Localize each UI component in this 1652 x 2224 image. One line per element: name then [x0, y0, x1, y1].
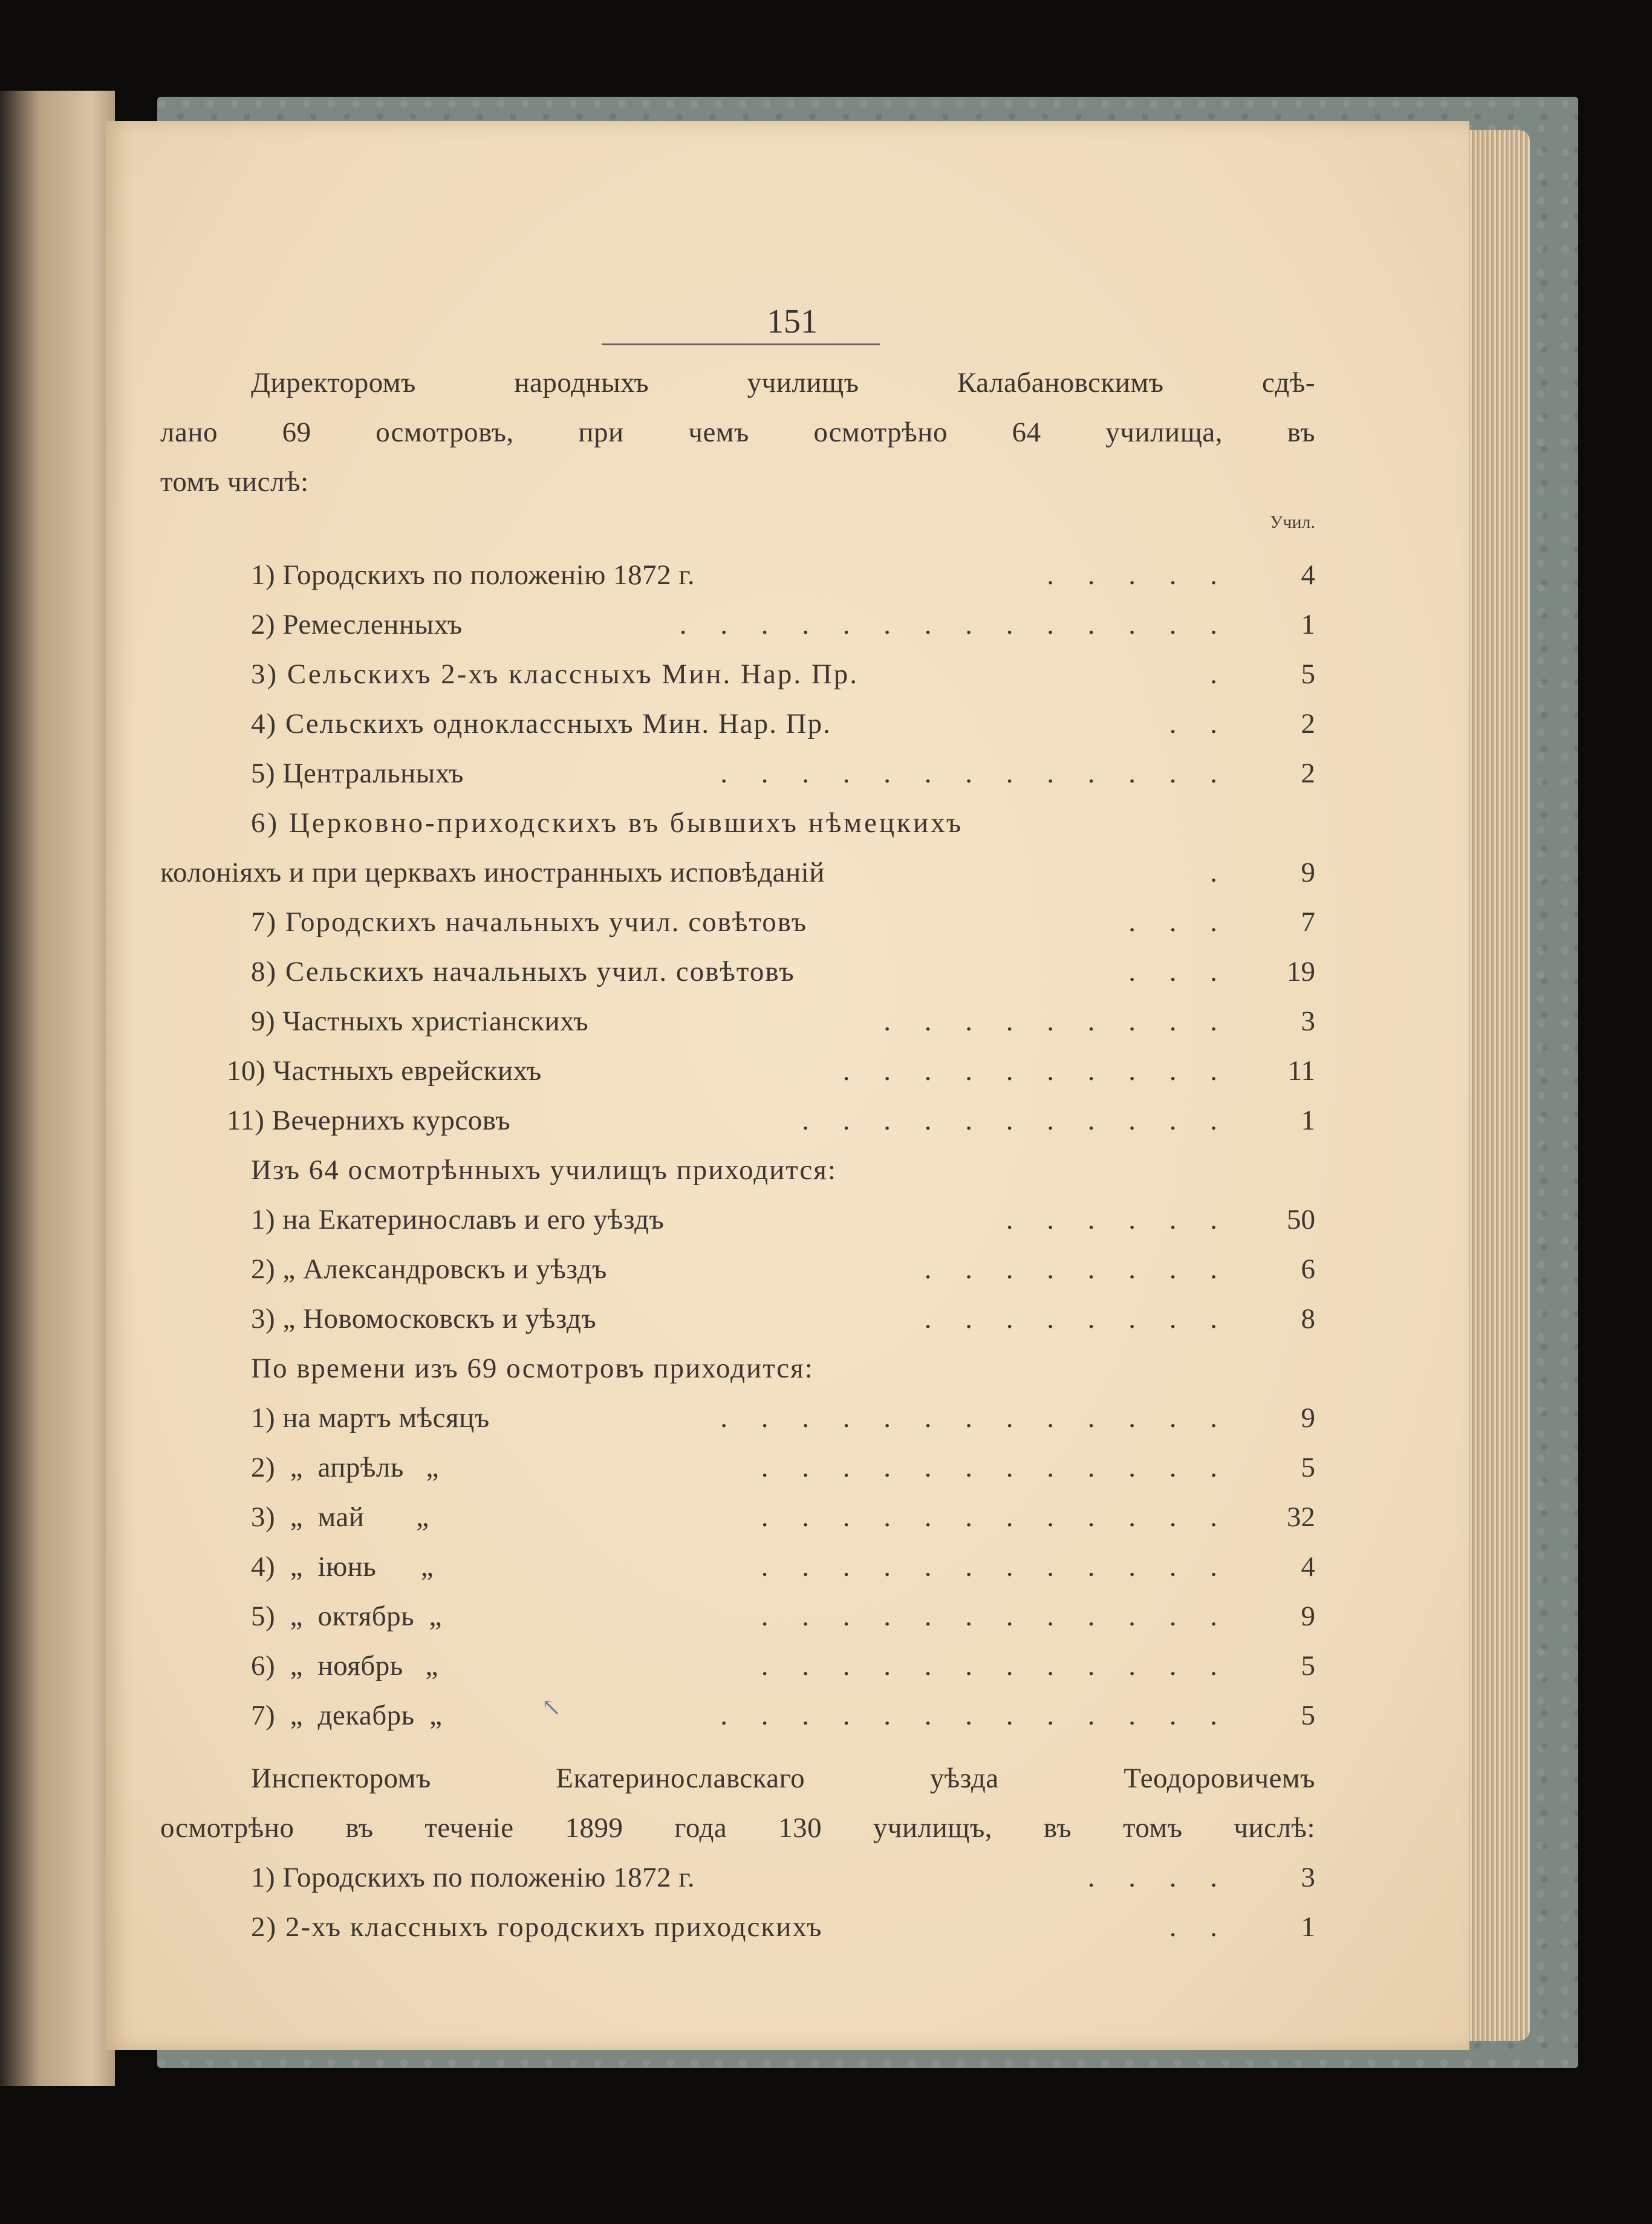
list-item	[106, 1853, 1469, 1902]
row-label: 3) „ Новомосковскъ и уѣздъ	[251, 1303, 597, 1335]
row-label: 6) „ ноябрь „	[251, 1650, 438, 1682]
row-leader: .	[1210, 658, 1231, 690]
page-stack-edge	[1463, 130, 1530, 2041]
row-count: 9	[1301, 1601, 1315, 1632]
row-count: 8	[1301, 1303, 1315, 1335]
list-item	[106, 897, 1469, 947]
list-item	[106, 1691, 1469, 1740]
row-leader: . . . . . . . . . .	[842, 1055, 1231, 1087]
row-count: 4	[1301, 1551, 1315, 1582]
intro-line-2: лано 69 осмотровъ, при чемъ осмотрѣно 64 училища, въ	[160, 417, 1315, 448]
row-label: 2) „ апрѣль „	[251, 1452, 439, 1483]
row-count: 11	[1287, 1055, 1315, 1087]
header-rule	[602, 343, 880, 345]
row-count: 2	[1301, 758, 1315, 789]
list-item	[106, 1443, 1469, 1492]
page-number: 151	[767, 303, 818, 340]
list-item	[106, 1195, 1469, 1244]
row-label: 2) Ремесленныхъ	[251, 609, 463, 640]
row-count: 32	[1287, 1501, 1315, 1533]
row-leader: . . . .	[1087, 1862, 1231, 1893]
row-count: 19	[1287, 956, 1315, 987]
list-item	[106, 1046, 1469, 1096]
row-count: 5	[1301, 1650, 1315, 1682]
row-count: 9	[1301, 857, 1315, 888]
row-label: колоніяхъ и при церквахъ иностранныхъ исповѣданій	[160, 857, 825, 888]
list-item	[106, 1592, 1469, 1641]
list-item	[106, 1393, 1469, 1443]
row-count: 3	[1301, 1862, 1315, 1893]
row-leader: . . . . . . . . . . . . .	[720, 1402, 1231, 1434]
row-count: 1	[1301, 609, 1315, 640]
left-page-edge	[0, 91, 115, 2086]
row-leader: . .	[1169, 1911, 1231, 1943]
list-item	[106, 1902, 1469, 1952]
row-label: 1) на Екатеринославъ и его уѣздъ	[251, 1204, 665, 1235]
row-label: 6) Церковно-приходскихъ въ бывшихъ нѣмецкихъ	[251, 807, 964, 839]
row-label: 5) Центральныхъ	[251, 758, 464, 789]
list-item	[106, 1294, 1469, 1344]
row-leader: . . .	[1128, 906, 1231, 938]
row-label: 5) „ октябрь „	[251, 1601, 442, 1632]
list-item	[106, 749, 1469, 798]
row-label: 9) Частныхъ христіанскихъ	[251, 1006, 589, 1037]
row-leader: . . . . . . . .	[924, 1303, 1231, 1335]
row-leader: . . . . . . . . . . . .	[761, 1501, 1231, 1533]
list-item	[106, 1096, 1469, 1145]
row-leader: . . . . . . . . . . . .	[761, 1551, 1231, 1582]
row-leader: . . . . . . . . .	[883, 1006, 1231, 1037]
intro-line-1: Директоромъ народныхъ училищъ Калабановскимъ сдѣ-	[251, 367, 1315, 398]
row-leader: .	[1210, 857, 1231, 888]
row-leader: . .	[1169, 708, 1231, 740]
list-item	[106, 1641, 1469, 1691]
month-heading: По времени изъ 69 осмотровъ приходится:	[251, 1353, 814, 1384]
column-header: Учил.	[1270, 512, 1315, 532]
row-leader: . . . . . . . .	[924, 1253, 1231, 1285]
list-item	[106, 947, 1469, 997]
row-count: 50	[1287, 1204, 1315, 1235]
row-count: 1	[1301, 1911, 1315, 1943]
row-leader: . . . . . . . . . . . . .	[720, 1700, 1231, 1731]
row-leader: . . . . . . . . . . .	[802, 1105, 1231, 1136]
row-label: 1) на мартъ мѣсяцъ	[251, 1402, 490, 1434]
list-item	[106, 600, 1469, 649]
row-count: 5	[1301, 658, 1315, 690]
row-leader: . . . . . . . . . . . .	[761, 1601, 1231, 1632]
row-count: 5	[1301, 1700, 1315, 1731]
list-item	[106, 699, 1469, 749]
row-label: 2) 2-хъ классныхъ городскихъ приходскихъ	[251, 1911, 823, 1943]
row-label: 3) Сельскихъ 2-хъ классныхъ Мин. Нар. Пр.	[251, 658, 859, 690]
row-label: 4) „ іюнь „	[251, 1551, 434, 1582]
row-label: 8) Сельскихъ начальныхъ учил. совѣтовъ	[251, 956, 795, 987]
row-count: 2	[1301, 708, 1315, 740]
row-count: 3	[1301, 1006, 1315, 1037]
book-page	[106, 121, 1469, 2050]
row-label: 11) Вечернихъ курсовъ	[227, 1105, 511, 1136]
row-label: 1) Городскихъ по положенію 1872 г.	[251, 559, 695, 591]
list-item	[106, 848, 1469, 897]
row-count: 5	[1301, 1452, 1315, 1483]
row-label: 7) Городскихъ начальныхъ учил. совѣтовъ	[251, 906, 808, 938]
district-heading: Изъ 64 осмотрѣнныхъ училищъ приходится:	[251, 1154, 837, 1186]
row-count: 1	[1301, 1105, 1315, 1136]
row-label: 2) „ Александровскъ и уѣздъ	[251, 1253, 607, 1285]
row-label: 7) „ декабрь „	[251, 1700, 443, 1731]
list-item	[106, 997, 1469, 1046]
list-item	[106, 1244, 1469, 1294]
row-leader: . . . . . . . . . . . . . .	[679, 609, 1231, 640]
list-item	[106, 1542, 1469, 1592]
row-count: 4	[1301, 559, 1315, 591]
row-leader: . . . . .	[1047, 559, 1231, 591]
row-label: 1) Городскихъ по положенію 1872 г.	[251, 1862, 695, 1893]
row-leader: . . . . . . . . . . . .	[761, 1650, 1231, 1682]
row-leader: . . .	[1128, 956, 1231, 987]
row-label: 3) „ май „	[251, 1501, 429, 1533]
row-label: 10) Частныхъ еврейскихъ	[227, 1055, 542, 1087]
intro-line-3: томъ числѣ:	[160, 466, 309, 498]
row-count: 7	[1301, 906, 1315, 938]
row-label: 4) Сельскихъ одноклассныхъ Мин. Нар. Пр.	[251, 708, 831, 740]
row-count: 6	[1301, 1253, 1315, 1285]
row-leader: . . . . . . . . . . . .	[761, 1452, 1231, 1483]
list-item	[106, 1492, 1469, 1542]
pencil-mark: ↖	[541, 1694, 562, 1721]
row-count: 9	[1301, 1402, 1315, 1434]
row-leader: . . . . . .	[1006, 1204, 1231, 1235]
list-item	[106, 550, 1469, 600]
list-item	[106, 798, 1469, 848]
outro-line-1: Инспекторомъ Екатеринославскаго уѣзда Теодоровичемъ	[251, 1763, 1315, 1794]
list-item	[106, 649, 1469, 699]
outro-line-2: осмотрѣно въ теченіе 1899 года 130 училищъ, въ томъ числѣ:	[160, 1812, 1315, 1844]
row-leader: . . . . . . . . . . . . .	[720, 758, 1231, 789]
